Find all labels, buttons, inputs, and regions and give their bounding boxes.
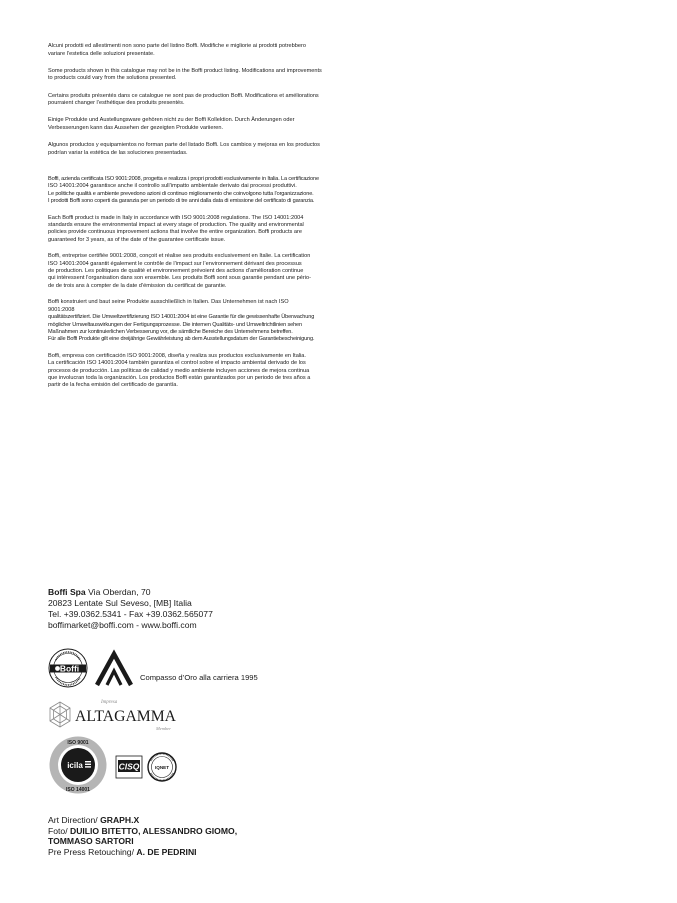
icila-text: icila: [67, 761, 83, 770]
text-line: guaranteed for 3 years, as of the date of the guarantee certificate issue.: [48, 236, 226, 243]
credits-section: [48, 815, 237, 857]
text-line: policies provide continuous improvement actions that involve the entire organization. Boffi products are: [48, 229, 302, 236]
text-line: que involucran toda la organización. Los productos Boffi están garantizados por un periodo de tres años a: [48, 374, 311, 381]
disclaimer-en: [48, 68, 368, 83]
company-web: boffimarket@boffi.com - www.boffi.com: [48, 620, 197, 630]
certification-en: [48, 215, 368, 245]
credit-value: GRAPH.X: [100, 815, 140, 825]
disclaimer-de: [48, 117, 368, 132]
credit-value: DUILIO BITETTO, ALESSANDRO GIOMO,: [69, 825, 238, 836]
disclaimer-it: [48, 43, 368, 58]
certification-fr: [48, 253, 368, 290]
iqnet-logo: [146, 751, 178, 783]
company-city: 20823 Lentate Sul Seveso, [MB] Italia: [48, 598, 192, 608]
text-line: Boffi, azienda certificata ISO 9001:2008, progetta e realizza i propri prodotti esclusivamente in Italia. La certificazione: [48, 176, 319, 182]
iso-14001-text: ISO 14001: [66, 787, 90, 793]
text-line: qui intéressent l’organisation dans son ensemble. Les produits Boffi sont sous garantie pendant une pério-: [48, 275, 311, 282]
text-line: pourraient changer l’esthétique des produits presentés.: [48, 100, 185, 107]
text-line: Maßnahmen zur kontinuierlichen Verbesserung vor, die sämtliche Bereiche des Unternehmens betreffen.: [48, 328, 293, 335]
text-line: Einige Produkte und Austellungsware gehören nicht zu der Boffi Kollektion. Durch Änderungen oder: [48, 117, 295, 124]
credit-label: Pre Press Retouching/: [48, 846, 137, 857]
text-line: podrían variar la estética de las soluciones presentadas.: [48, 149, 188, 156]
text-line: variare l’estetica delle soluzioni presentate.: [48, 50, 155, 57]
certification-de: [48, 299, 368, 343]
text-line: standards ensure the environmental impact at every stage of production. The quality and environmental: [48, 222, 304, 229]
disclaimer-es: [48, 142, 368, 157]
text-line: to products could vary from the solutions presented.: [48, 75, 177, 82]
company-street: Via Oberdan, 70: [88, 587, 151, 597]
cisq-logo: [115, 753, 143, 781]
text-line: de production. Les politiques de qualité et environnement prévoient des actions d’amélioration continue: [48, 268, 304, 275]
credit-line: [48, 815, 237, 826]
text-line: partir de la fecha emisión del certificado de garantía.: [48, 382, 178, 389]
altagamma-logo: [48, 696, 180, 736]
text-line: ISO 14001:2004 garantisce anche il controllo sull’impatto ambientale derivato dai processi produttivi.: [48, 183, 297, 190]
text-line: Verbesserungen kann das Aussehen der gezeigten Produkte variieren.: [48, 124, 224, 131]
text-line: Boffi, entreprise certifiée 9001:2008, conçoit et réalise ses produits exclusivement en Italie. La certification: [48, 253, 311, 260]
boffi-badge-text: Boffi: [59, 663, 80, 674]
certification-es: [48, 353, 368, 390]
text-line: La certificación ISO 14001:2004 también garantiza el control sobre el impacto ambiental derivado de los: [48, 360, 306, 367]
company-name: Boffi Spa: [48, 587, 86, 597]
credit-line: [48, 847, 237, 858]
disclaimer-fr: [48, 93, 368, 108]
text-line: möglicher Umweltauswirkungen der Fertigungsprozesse. Die internen Qualitäts- und Umweltrichtlinien sehen: [48, 321, 302, 328]
credit-label: Art Direction/: [48, 815, 101, 825]
text-line: ISO 14001:2004 garantit également le contrôle de l’impact sur l’environnement dérivant des processus: [48, 260, 302, 267]
credit-value: TOMMASO SARTORI: [48, 836, 134, 847]
company-address-line: [48, 587, 213, 598]
text-line: de de trois ans à compter de la date d’émission du certificat de garantie.: [48, 282, 227, 289]
boffi-badge-logo: [48, 648, 88, 688]
text-line: qualitätszertifiziert. Die Umweltzertifizierung ISO 14001:2004 ist eine Garantie für die gewissenhafte Überwachung: [48, 314, 315, 321]
text-line: Certains produits présentés dans ce catalogue ne sont pas de production Boffi. Modifications et améliorations: [48, 92, 319, 99]
text-line: Boffi, empresa con certificación ISO 9001:2008, diseña y realiza sus productos exclusivamente en Italia.: [48, 352, 306, 359]
company-phone: Tel. +39.0362.5341 - Fax +39.0362.565077: [48, 609, 213, 619]
credit-label: Foto/: [48, 825, 70, 836]
credit-line: [48, 826, 237, 837]
iqnet-text: IQNET: [154, 765, 170, 770]
text-line: Each Boffi product is made in Italy in accordance with ISO 9001:2008 regulations. The ISO 14001:2004: [48, 214, 304, 221]
company-contact: [48, 587, 213, 631]
icila-iso-seal: [48, 735, 108, 795]
compasso-doro-logo: [93, 648, 135, 688]
certification-it: [48, 176, 368, 206]
text-line: Algunos productos y equipamientos no forman parte del listado Boffi. Los cambios y mejoras en los productos: [48, 142, 320, 149]
iso-9001-text: ISO 9001: [67, 740, 89, 746]
disclaimer-section: [48, 43, 368, 167]
text-line: I prodotti Boffi sono coperti da garanzia per un periodo di tre anni dalla data di emissione del certificato di garanzia.: [48, 198, 315, 205]
text-line: Le politiche qualità e ambiente prevedono azioni di continuo miglioramento che coinvolgono tutta l’organizzazione.: [48, 190, 314, 197]
text-line: Für alle Boffi Produkte gilt eine dreijährige Gewährleistung ab dem Ausstellungsdatum der Garantiebescheinigung.: [48, 336, 315, 343]
compasso-award-text: Compasso d’Oro alla carriera 1995: [140, 673, 258, 682]
text-line: Some products shown in this catalogue may not be in the Boffi product listing. Modifications and improvements: [48, 67, 322, 74]
text-line: Boffi konstruiert und baut seine Produkte ausschließlich in Italien. Das Unternehmen ist nach ISO: [48, 299, 289, 306]
text-line: 9001:2008: [48, 306, 75, 313]
certification-section: [48, 176, 368, 399]
credit-line: [48, 836, 237, 847]
cisq-text: CISQ: [118, 761, 140, 772]
altagamma-member-text: Member: [156, 726, 171, 731]
altagamma-top-text: Impresa: [101, 700, 118, 705]
altagamma-name-text: ALTAGAMMA: [75, 708, 177, 725]
credit-value: A. DE PEDRINI: [136, 846, 197, 857]
text-line: procesos de producción. Las políticas de calidad y medio ambiente incluyen acciones de mejora continua: [48, 367, 310, 374]
text-line: Alcuni prodotti ed allestimenti non sono parte del listino Boffi. Modifiche e migliorie ai prodotti potrebbero: [48, 43, 306, 49]
